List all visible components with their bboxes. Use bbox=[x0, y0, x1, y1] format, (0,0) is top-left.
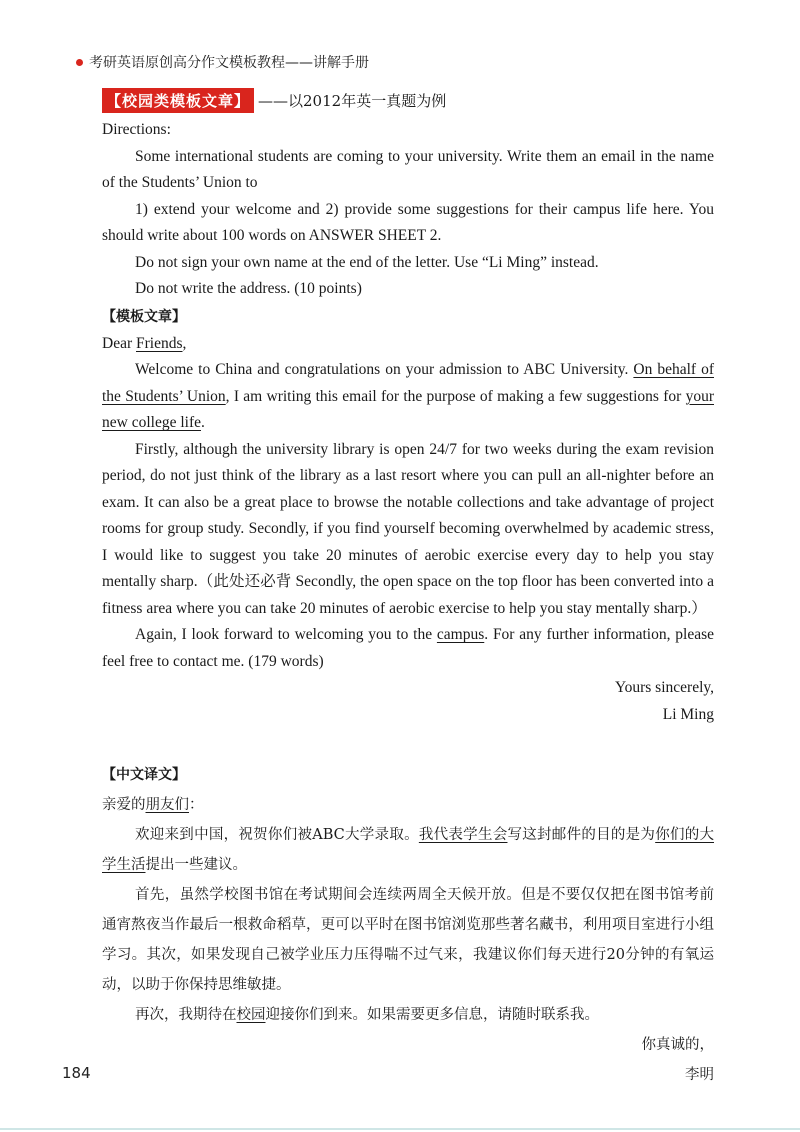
letter-signature: Li Ming bbox=[662, 705, 714, 723]
directions-p1: Some international students are coming to your university. Write them an email in the name of the Students’ Union to bbox=[102, 147, 714, 191]
title-subtitle: ——以2012年英一真题为例 bbox=[258, 92, 447, 110]
letter-closing: Yours sincerely, bbox=[614, 679, 714, 696]
translation-paragraph-3: 再次，我期待在校园迎接你们到来。如果需要更多信息，请随时联系我。 bbox=[135, 1007, 599, 1023]
translation-signature: 李明 bbox=[685, 1067, 714, 1083]
directions-p2: 1) extend your welcome and 2) provide some suggestions for their campus life here. You should write about 100 words on ANSWER SHEET 2. bbox=[102, 200, 714, 244]
letter-paragraph-2: Firstly, although the university library is open 24/7 for two weeks during the exam revision period, do not just think of the library as a last resort where you can pull an all-nighter before an exam. It can also be a great place to browse the notable collections and take advantage of project rooms for group study. Secondly, if you find yourself becoming overwhelmed by academic stress, I would like to suggest you take 20 minutes of aerobic exercise every day to help you stay mentally sharp.（此处还必背 Secondly, the open space on the top floor has been converted into a fitness area where you can take 20 minutes of aerobic exercise to help you stay mentally sharp.） bbox=[102, 440, 714, 617]
bullet-dot-icon bbox=[76, 59, 83, 66]
letter-paragraph-3: Again, I look forward to welcoming you to the campus. For any further information, please feel free to contact me. (179 words) bbox=[102, 626, 714, 670]
directions-p3: Do not sign your own name at the end of the letter. Use “Li Ming” instead. bbox=[135, 253, 599, 271]
translation-paragraph-2: 首先，虽然学校图书馆在考试期间会连续两周全天候开放。但是不要仅仅把在图书馆考前通宵熬夜当作最后一根救命稻草，更可以平时在图书馆浏览那些著名藏书，利用项目室进行小组学习。其次，如果发现自己被学业压力压得喘不过气来，我建议你们每天进行20分钟的有氧运动，以助于你保持思维敏捷。 bbox=[102, 887, 714, 993]
template-heading: 【模板文章】 bbox=[102, 309, 186, 325]
letter-paragraph-1: Welcome to China and congratulations on your admission to ABC University. On behalf of the Students’ Union, I am writing this email for the purpose of making a few suggestions for your new college life. bbox=[102, 361, 714, 431]
page-number: 184 bbox=[62, 1064, 91, 1082]
directions-block bbox=[102, 117, 714, 303]
template-letter bbox=[102, 304, 714, 728]
title-box: 【校园类模板文章】 bbox=[102, 88, 254, 113]
section-title bbox=[102, 88, 446, 113]
running-header bbox=[76, 52, 369, 72]
translation-salutation: 亲爱的朋友们： bbox=[102, 797, 204, 813]
directions-p4: Do not write the address. (10 points) bbox=[135, 280, 362, 297]
chinese-translation bbox=[102, 760, 714, 1090]
translation-paragraph-1: 欢迎来到中国，祝贺你们被ABC大学录取。我代表学生会写这封邮件的目的是为你们的大学生活提出一些建议。 bbox=[102, 827, 714, 873]
header-text: 考研英语原创高分作文模板教程——讲解手册 bbox=[89, 55, 369, 71]
translation-heading: 【中文译文】 bbox=[102, 767, 186, 783]
bottom-border bbox=[0, 1128, 800, 1130]
translation-closing: 你真诚的， bbox=[641, 1037, 714, 1053]
letter-salutation: Dear Friends, bbox=[102, 334, 187, 352]
directions-label: Directions: bbox=[102, 121, 171, 138]
